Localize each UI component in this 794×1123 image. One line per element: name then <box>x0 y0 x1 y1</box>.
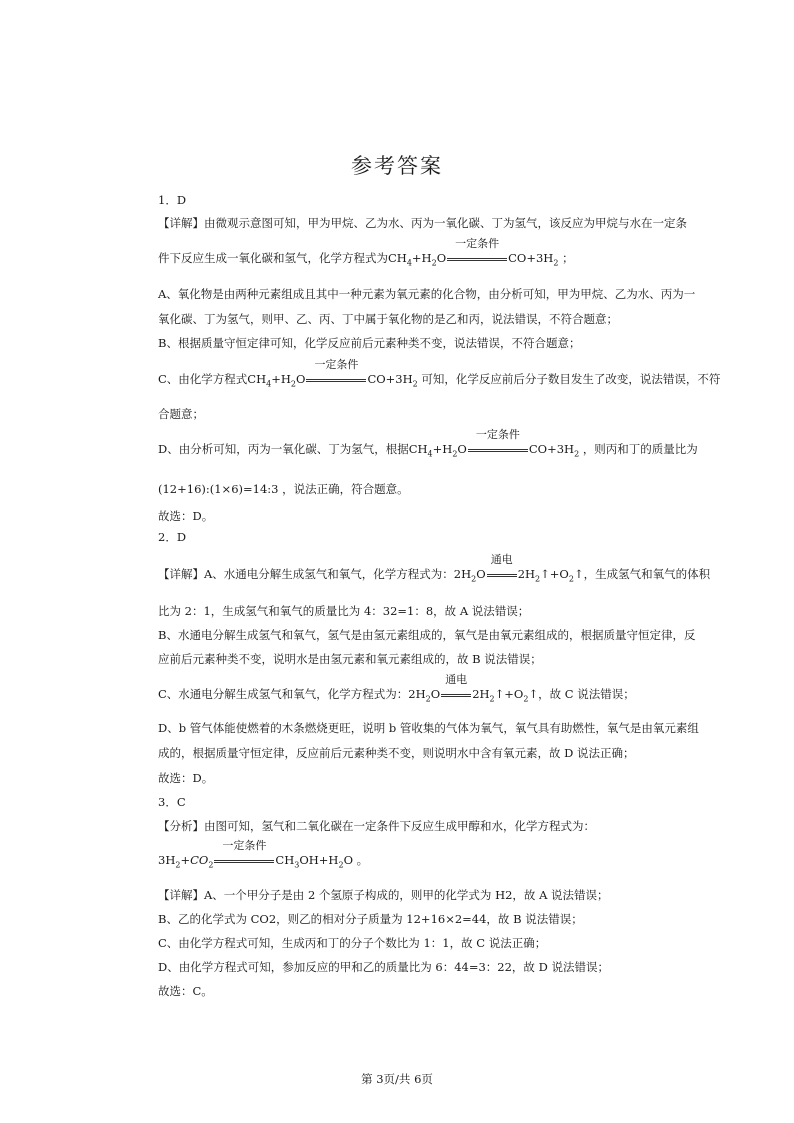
q3-choice: 故选：C。 <box>158 984 213 998</box>
q1-detail-line: 【详解】由微观示意图可知，甲为甲烷、乙为水、丙为一氧化碳、丁为氢气，该反应为甲烷与水在一定条 <box>158 216 687 230</box>
q3-option-b: B、乙的化学式为 CO2，则乙的相对分子质量为 12+16×2=44，故 B 说法错误； <box>158 912 583 926</box>
q2-option-a: 【详解】A、水通电分解生成氢气和氧气，化学方程式为：$2H_2O$ 通电 $2H_2↑+O_2↑$，生成氢气和氧气的体积 <box>158 553 711 584</box>
q2-option-a-cont: 比为 2：1，生成氢气和氧气的质量比为 4：32=1：8，故 A 说法错误； <box>158 604 530 618</box>
q1-option-b: B、根据质量守恒定律可知，化学反应前后元素种类不变，说法错误，不符合题意； <box>158 336 581 350</box>
q1-option-a-cont: 氧化碳、丁为氢气，则甲、乙、丙、丁中属于氧化物的是乙和丙，说法错误，不符合题意； <box>158 312 618 326</box>
q2-option-d: D、b 管气体能使燃着的木条燃烧更旺，说明 b 管收集的气体为氧气，氧气具有助燃性，氧气是由氧元素组 <box>158 721 699 735</box>
q3-option-d: D、由化学方程式可知，参加反应的甲和乙的质量比为 6：44=3：22，故 D 说法错误； <box>158 960 609 974</box>
q3-analysis: 【分析】由图可知，氢气和二氧化碳在一定条件下反应生成甲醇和水，化学方程式为： <box>158 819 595 833</box>
q1-equation-line: 件下反应生成一氧化碳和氢气，化学方程式为$CH_4+H_2O$ 一定条件 $CO+3H_2$ ； <box>158 237 574 268</box>
q1-option-c-cont: 合题意； <box>158 407 204 421</box>
page-footer: 第 3页/共 6页 <box>361 1072 433 1086</box>
q2-option-b: B、水通电分解生成氢气和氧气，氢气是由氢元素组成的，氧气是由氧元素组成的，根据质量守恒定律，反 <box>158 628 696 642</box>
q1-answer: 1．D <box>158 193 187 207</box>
q1-option-d: D、由分析可知，丙为一氧化碳、丁为氢气，根据$CH_4+H_2O$ 一定条件 $CO+3H_2$ ，则丙和丁的质量比为 <box>158 428 698 459</box>
q2-answer: 2．D <box>158 530 187 544</box>
q3-answer: 3．C <box>158 795 186 809</box>
q1-choice: 故选：D。 <box>158 509 214 523</box>
q2-option-d-cont: 成的，根据质量守恒定律，反应前后元素种类不变，则说明水中含有氧元素，故 D 说法正确； <box>158 746 635 760</box>
q3-option-a: 【详解】A、一个甲分子是由 2 个氢原子构成的，则甲的化学式为 H2，故 A 说法错误； <box>158 888 609 902</box>
page-title: 参考答案 <box>351 154 443 178</box>
q3-equation: $3H_2+CO_2$ 一定条件 $CH_3OH+H_2O$ 。 <box>158 839 369 870</box>
q1-mass-ratio: (12+16):(1×6)=14:3 ，说法正确，符合题意。 <box>158 482 409 496</box>
q1-option-a: A、氧化物是由两种元素组成且其中一种元素为氧元素的化合物，由分析可知，甲为甲烷、乙为水、丙为一 <box>158 287 696 301</box>
q2-choice: 故选：D。 <box>158 771 214 785</box>
q2-option-b-cont: 应前后元素种类不变，说明水是由氢元素和氧元素组成的，故 B 说法错误； <box>158 652 542 666</box>
q2-option-c: C、水通电分解生成氢气和氧气，化学方程式为：$2H_2O$ 通电 $2H_2↑+O_2↑$，故 C 说法错误； <box>158 673 635 704</box>
q1-option-c: C、由化学方程式$CH_4+H_2O$ 一定条件 $CO+3H_2$ 可知，化学反应前后分子数目发生了改变，说法错误，不符 <box>158 358 721 389</box>
q3-option-c: C、由化学方程式可知，生成丙和丁的分子个数比为 1：1，故 C 说法正确； <box>158 936 547 950</box>
